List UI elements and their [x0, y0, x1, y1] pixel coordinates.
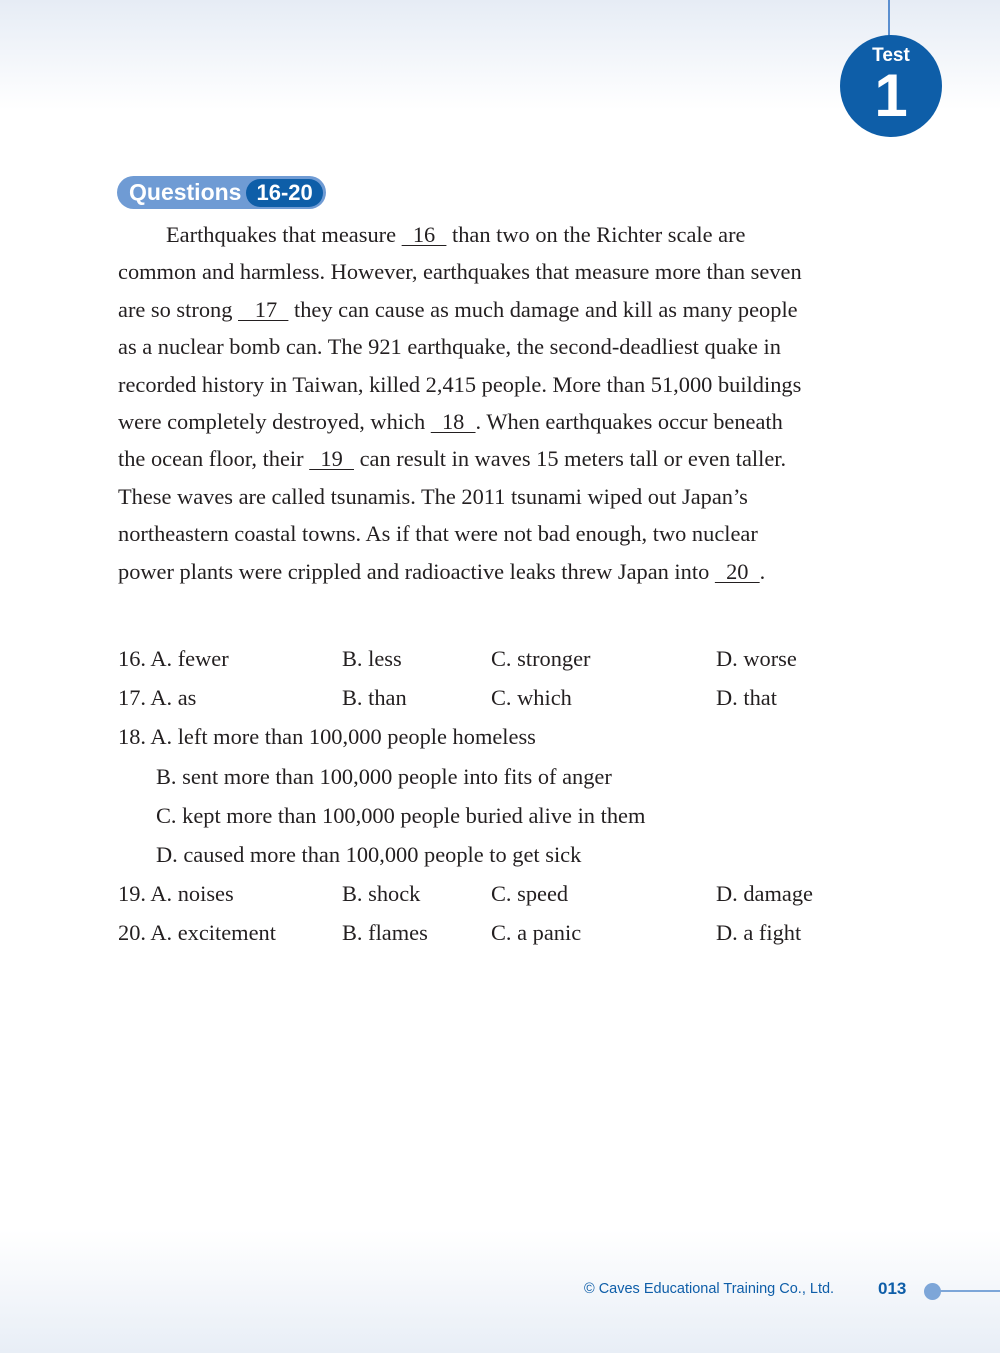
- option-19-b: B. shock: [342, 881, 421, 907]
- passage-line: [118, 403, 908, 440]
- question-16-options: [118, 639, 918, 678]
- page-marker-dot: [924, 1283, 941, 1300]
- passage-text: Earthquakes that measure: [166, 222, 402, 247]
- option-18-a: 18. A. left more than 100,000 people homeless: [118, 724, 536, 750]
- question-18-option-a: [118, 717, 918, 756]
- question-20-options: [118, 913, 918, 952]
- question-19-options: [118, 874, 918, 913]
- question-18-option-d: [118, 835, 918, 874]
- passage-text: the ocean floor, their: [118, 446, 310, 472]
- passage-text: . When earthquakes occur beneath: [475, 409, 783, 435]
- question-18-option-b: [118, 757, 918, 796]
- questions-section-header: [117, 176, 326, 209]
- passage-line: [118, 216, 908, 253]
- option-17-c: C. which: [491, 685, 572, 711]
- questions-range: 16-20: [246, 179, 322, 207]
- cloze-passage: [118, 216, 908, 590]
- test-number: 1: [874, 62, 908, 129]
- option-18-c: C. kept more than 100,000 people buried alive in them: [156, 802, 646, 828]
- option-16-c: C. stronger: [491, 646, 591, 671]
- option-19-a: 19. A. noises: [118, 881, 234, 907]
- option-17-d: D. that: [716, 685, 777, 711]
- blank-20: 20: [714, 558, 760, 584]
- option-16-d: D. worse: [716, 646, 797, 671]
- option-20-c: C. a panic: [491, 920, 582, 946]
- passage-text: power plants were crippled and radioactive leaks threw Japan into: [118, 558, 715, 584]
- passage-line: recorded history in Taiwan, killed 2,415 people. More than 51,000 buildings: [118, 371, 802, 397]
- passage-line: [118, 291, 908, 328]
- option-19-c: C. speed: [491, 881, 569, 907]
- option-17-b: B. than: [342, 685, 407, 711]
- answer-options: [118, 639, 918, 953]
- passage-text: .: [759, 558, 766, 584]
- questions-label: Questions: [129, 179, 242, 205]
- question-18-option-c: [118, 796, 918, 835]
- passage-text: can result in waves 15 meters tall or even taller.: [354, 446, 787, 472]
- option-17-a: 17. A. as: [118, 685, 197, 711]
- option-20-a: 20. A. excitement: [118, 920, 276, 946]
- test-label: Test: [872, 45, 910, 66]
- blank-16: 16: [401, 222, 447, 247]
- passage-line: as a nuclear bomb can. The 921 earthquake, the second-deadliest quake in: [118, 334, 781, 360]
- test-badge: [840, 35, 942, 137]
- passage-text: they can cause as much damage and kill as many people: [288, 296, 798, 322]
- option-20-d: D. a fight: [716, 920, 802, 946]
- option-16-b: B. less: [342, 646, 402, 671]
- passage-line: [118, 553, 908, 590]
- passage-line: [118, 440, 908, 477]
- passage-text: were completely destroyed, which: [118, 409, 431, 435]
- passage-line: northeastern coastal towns. As if that were not bad enough, two nuclear: [118, 521, 758, 547]
- top-connector-line: [888, 0, 890, 40]
- question-17-options: [118, 678, 918, 717]
- passage-line: common and harmless. However, earthquakes that measure more than seven: [118, 259, 802, 285]
- passage-line: These waves are called tsunamis. The 2011 tsunami wiped out Japan’s: [118, 483, 748, 509]
- blank-17: 17: [238, 296, 289, 322]
- option-16-a: 16. A. fewer: [118, 646, 229, 671]
- passage-text: than two on the Richter scale are: [446, 222, 746, 247]
- option-18-b: B. sent more than 100,000 people into fits of anger: [156, 763, 612, 789]
- option-20-b: B. flames: [342, 920, 428, 946]
- option-19-d: D. damage: [716, 881, 813, 907]
- blank-18: 18: [430, 409, 476, 435]
- page-marker-line: [940, 1290, 1000, 1292]
- blank-19: 19: [309, 446, 354, 472]
- option-18-d: D. caused more than 100,000 people to get sick: [156, 841, 582, 867]
- page-number: 013: [878, 1279, 907, 1298]
- copyright-text: © Caves Educational Training Co., Ltd.: [584, 1281, 835, 1297]
- passage-text: are so strong: [118, 296, 239, 322]
